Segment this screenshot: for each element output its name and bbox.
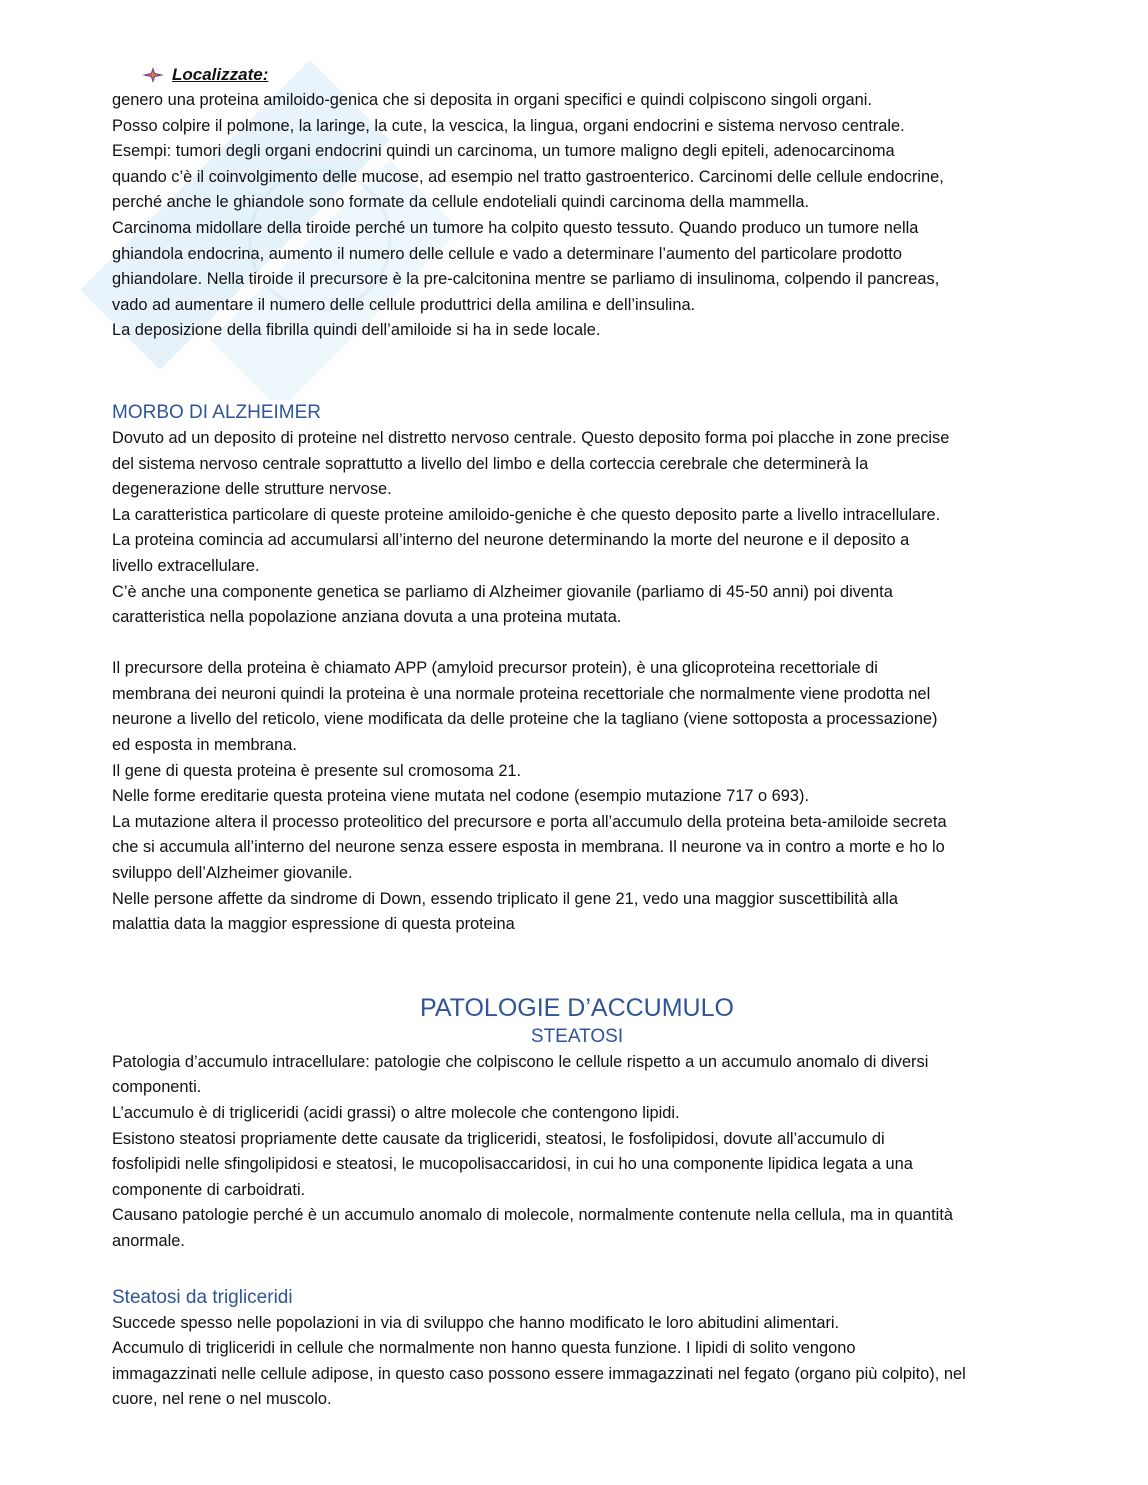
text-line: Dovuto ad un deposito di proteine nel distretto nervoso centrale. Questo deposito forma poi placche in zone precise xyxy=(112,428,950,447)
text-line: fosfolipidi nelle sfingolipidosi e steatosi, le mucopolisaccaridosi, in cui ho una componente lipidica legata a una xyxy=(112,1155,913,1174)
text-line: perché anche le ghiandole sono formate da cellule endoteliali quindi carcinoma della mammella. xyxy=(112,193,810,212)
text-line: componente di carboidrati. xyxy=(112,1180,306,1199)
text-line: degenerazione delle strutture nervose. xyxy=(112,480,392,499)
text-line: Causano patologie perché è un accumulo anomalo di molecole, normalmente contenute nella cellula, ma in quantità xyxy=(112,1206,953,1225)
document-page xyxy=(112,62,1042,1413)
localized-paragraph xyxy=(112,88,1042,344)
text-line: membrana dei neuroni quindi la proteina è una normale proteina recettoriale che normalmente viene prodotta nel xyxy=(112,684,931,703)
text-line: anormale. xyxy=(112,1231,185,1250)
text-line: Carcinoma midollare della tiroide perché un tumore ha colpito questo tessuto. Quando produco un tumore nella xyxy=(112,218,919,237)
text-line: Nelle persone affette da sindrome di Down, essendo triplicato il gene 21, vedo una maggior suscettibilità alla xyxy=(112,889,898,908)
alzheimer-paragraph-1 xyxy=(112,426,1042,631)
localized-title: Localizzate: xyxy=(172,65,269,84)
text-line: ed esposta in membrana. xyxy=(112,736,297,755)
text-line: Esempi: tumori degli organi endocrini quindi un carcinoma, un tumore maligno degli epiteli, adenocarcinoma xyxy=(112,142,895,161)
text-line: Il precursore della proteina è chiamato APP (amyloid precursor protein), è una glicoproteina recettoriale di xyxy=(112,659,878,678)
text-line: ghiandola endocrina, aumento il numero delle cellule e vado a determinare l’aumento del particolare prodotto xyxy=(112,244,902,263)
localized-bullet xyxy=(142,62,1042,88)
text-line: malattia data la maggior espressione di questa proteina xyxy=(112,915,515,934)
text-line: caratteristica nella popolazione anziana dovuta a una proteina mutata. xyxy=(112,608,622,627)
text-line: neurone a livello del reticolo, viene modificata da delle proteine che la tagliano (viene sottoposta a processazione) xyxy=(112,710,938,729)
text-line: Esistono steatosi propriamente dette causate da trigliceridi, steatosi, le fosfolipidosi, dovute all’accumulo di xyxy=(112,1129,885,1148)
text-line: livello extracellulare. xyxy=(112,556,260,575)
trigliceridi-heading: Steatosi da trigliceridi xyxy=(112,1286,293,1308)
text-line: Patologia d’accumulo intracellulare: patologie che colpiscono le cellule rispetto a un accumulo anomalo di diversi xyxy=(112,1052,929,1071)
text-line: Succede spesso nelle popolazioni in via di sviluppo che hanno modificato le loro abitudini alimentari. xyxy=(112,1313,840,1332)
alzheimer-paragraph-2 xyxy=(112,656,1042,938)
text-line: L’accumulo è di trigliceridi (acidi grassi) o altre molecole che contengono lipidi. xyxy=(112,1104,680,1122)
text-line: Accumulo di trigliceridi in cellule che normalmente non hanno questa funzione. I lipidi di solito vengono xyxy=(112,1339,856,1358)
text-line: La caratteristica particolare di queste proteine amiloido-geniche è che questo deposito parte a livello intracellulare. xyxy=(112,505,941,524)
text-line: ghiandolare. Nella tiroide il precursore è la pre-calcitonina mentre se parliamo di insulinoma, colpendo il pancreas, xyxy=(112,270,940,289)
text-line: La mutazione altera il processo proteolitico del precursore e porta all’accumulo della proteina beta-amiloide secreta xyxy=(112,812,947,831)
steatosi-subtitle: STEATOSI xyxy=(530,1025,624,1047)
accumulo-title: PATOLOGIE D’ACCUMULO xyxy=(420,993,734,1022)
text-line: Il gene di questa proteina è presente sul cromosoma 21. xyxy=(112,761,522,780)
text-line: La proteina comincia ad accumularsi all’interno del neurone determinando la morte del neurone e il deposito a xyxy=(112,531,910,550)
text-line: sviluppo dell’Alzheimer giovanile. xyxy=(112,864,353,883)
accumulo-paragraph xyxy=(112,1050,1042,1255)
text-line: Nelle forme ereditarie questa proteina viene mutata nel codone (esempio mutazione 717 o 693). xyxy=(112,787,810,806)
text-line: del sistema nervoso centrale soprattutto a livello del limbo e della corteccia cerebrale che determinerà la xyxy=(112,454,869,473)
text-line: quando c’è il coinvolgimento delle mucose, ad esempio nel tratto gastroenterico. Carcinomi delle cellule endocrine, xyxy=(112,167,944,186)
text-line: Posso colpire il polmone, la laringe, la cute, la vescica, la lingua, organi endocrini e sistema nervoso centrale. xyxy=(112,116,905,135)
text-line: immagazzinati nelle cellule adipose, in questo caso possono essere immagazzinati nel fegato (organo più colpito), nel xyxy=(112,1364,966,1383)
trigliceridi-paragraph xyxy=(112,1311,1042,1413)
text-line: vado ad aumentare il numero delle cellule produttrici della amilina e dell’insulina. xyxy=(112,295,696,314)
text-line: cuore, nel rene o nel muscolo. xyxy=(112,1390,332,1409)
text-line: La deposizione della fibrilla quindi dell’amiloide si ha in sede locale. xyxy=(112,321,601,340)
text-line: componenti. xyxy=(112,1078,202,1097)
text-line: genero una proteina amiloido-genica che si deposita in organi specifici e quindi colpiscono singoli organi. xyxy=(112,91,872,109)
text-line: che si accumula all’interno del neurone senza essere esposta in membrana. Il neurone va in contro a morte e ho lo xyxy=(112,838,945,857)
bullet-star-icon xyxy=(142,67,164,83)
text-line: C’è anche una componente genetica se parliamo di Alzheimer giovanile (parliamo di 45-50 anni) poi diventa xyxy=(112,582,893,601)
alzheimer-heading: MORBO DI ALZHEIMER xyxy=(112,401,322,423)
